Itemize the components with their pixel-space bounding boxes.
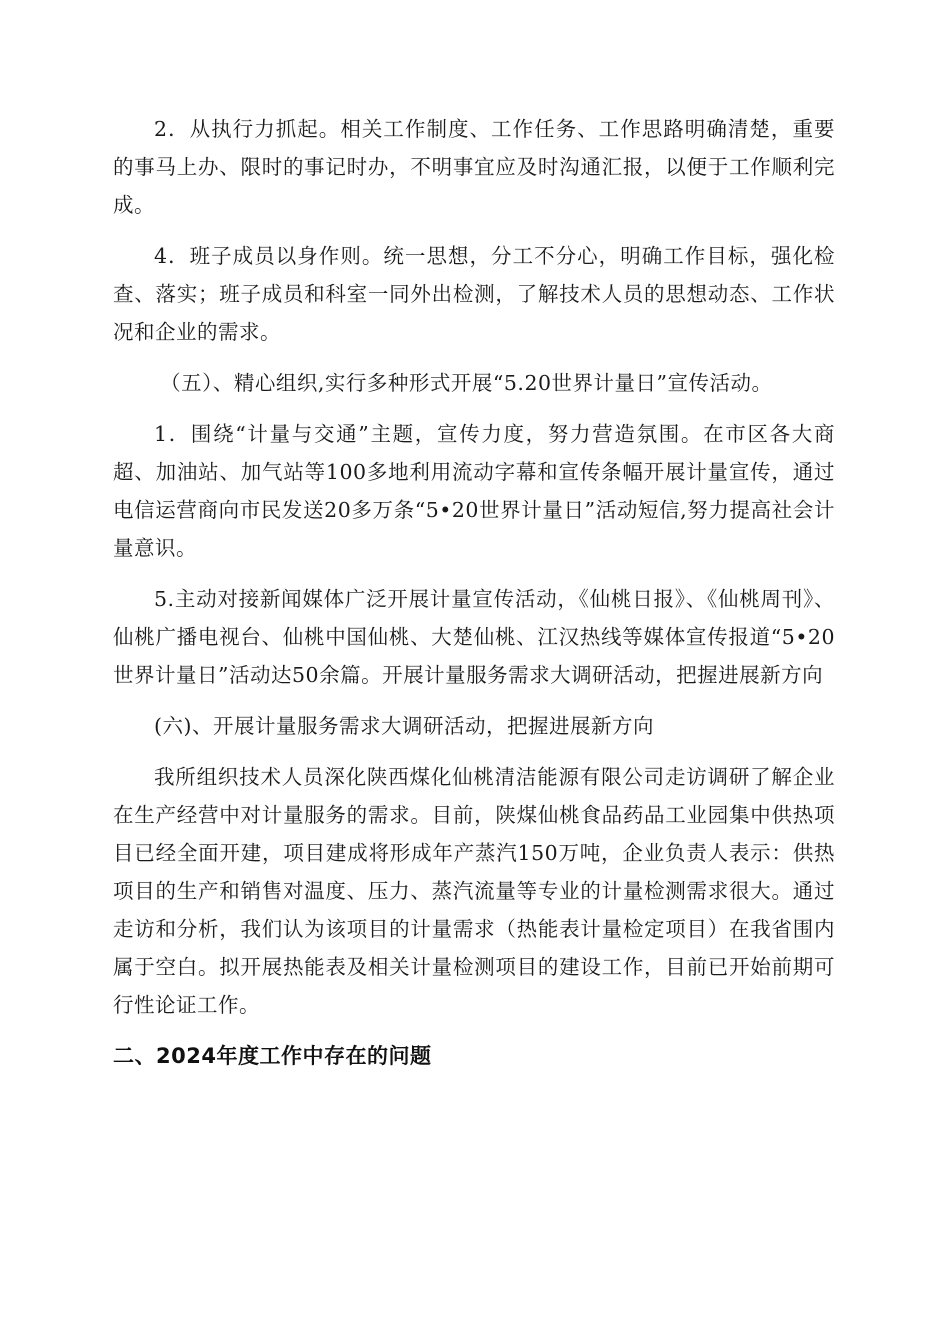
- document-body: [113, 110, 835, 1075]
- paragraph-theme-publicity: 1．围绕“计量与交通”主题，宣传力度，努力营造氛围。在市区各大商超、加油站、加气站等100多地利用流动字幕和宣传条幅开展计量宣传，通过电信运营商向市民发送20多万条“5•20世界计量日”活动短信,努力提高社会计量意识。: [113, 422, 835, 560]
- paragraph-execution: 2．从执行力抓起。相关工作制度、工作任务、工作思路明确清楚，重要的事马上办、限时的事记时办，不明事宜应及时沟通汇报，以便于工作顺利完成。: [113, 117, 835, 217]
- paragraph-leadership: 4．班子成员以身作则。统一思想，分工不分心，明确工作目标，强化检查、落实；班子成员和科室一同外出检测，了解技术人员的思想动态、工作状况和企业的需求。: [113, 244, 835, 344]
- paragraph-survey-activity: 我所组织技术人员深化陕西煤化仙桃清洁能源有限公司走访调研了解企业在生产经营中对计量服务的需求。目前，陕煤仙桃食品药品工业园集中供热项目已经全面开建，项目建成将形成年产蒸汽150万吨，企业负责人表示：供热项目的生产和销售对温度、压力、蒸汽流量等专业的计量检测需求很大。通过走访和分析，我们认为该项目的计量需求（热能表计量检定项目）在我省围内属于空白。拟开展热能表及相关计量检测项目的建设工作，目前已开始前期可行性论证工作。: [113, 765, 835, 1017]
- section-heading-problems: 二、2024年度工作中存在的问题: [113, 1044, 432, 1068]
- paragraph-section-six-title: (六)、开展计量服务需求大调研活动，把握进展新方向: [154, 714, 654, 738]
- paragraph-section-five-title: （五）、精心组织,实行多种形式开展“5.20世界计量日”宣传活动。: [160, 371, 773, 395]
- paragraph-media-outreach: 5.主动对接新闻媒体广泛开展计量宣传活动，《仙桃日报》、《仙桃周刊》、仙桃广播电视台、仙桃中国仙桃、大楚仙桃、江汉热线等媒体宣传报道“5•20世界计量日”活动达50余篇。开展计量服务需求大调研活动，把握进展新方向: [113, 587, 835, 687]
